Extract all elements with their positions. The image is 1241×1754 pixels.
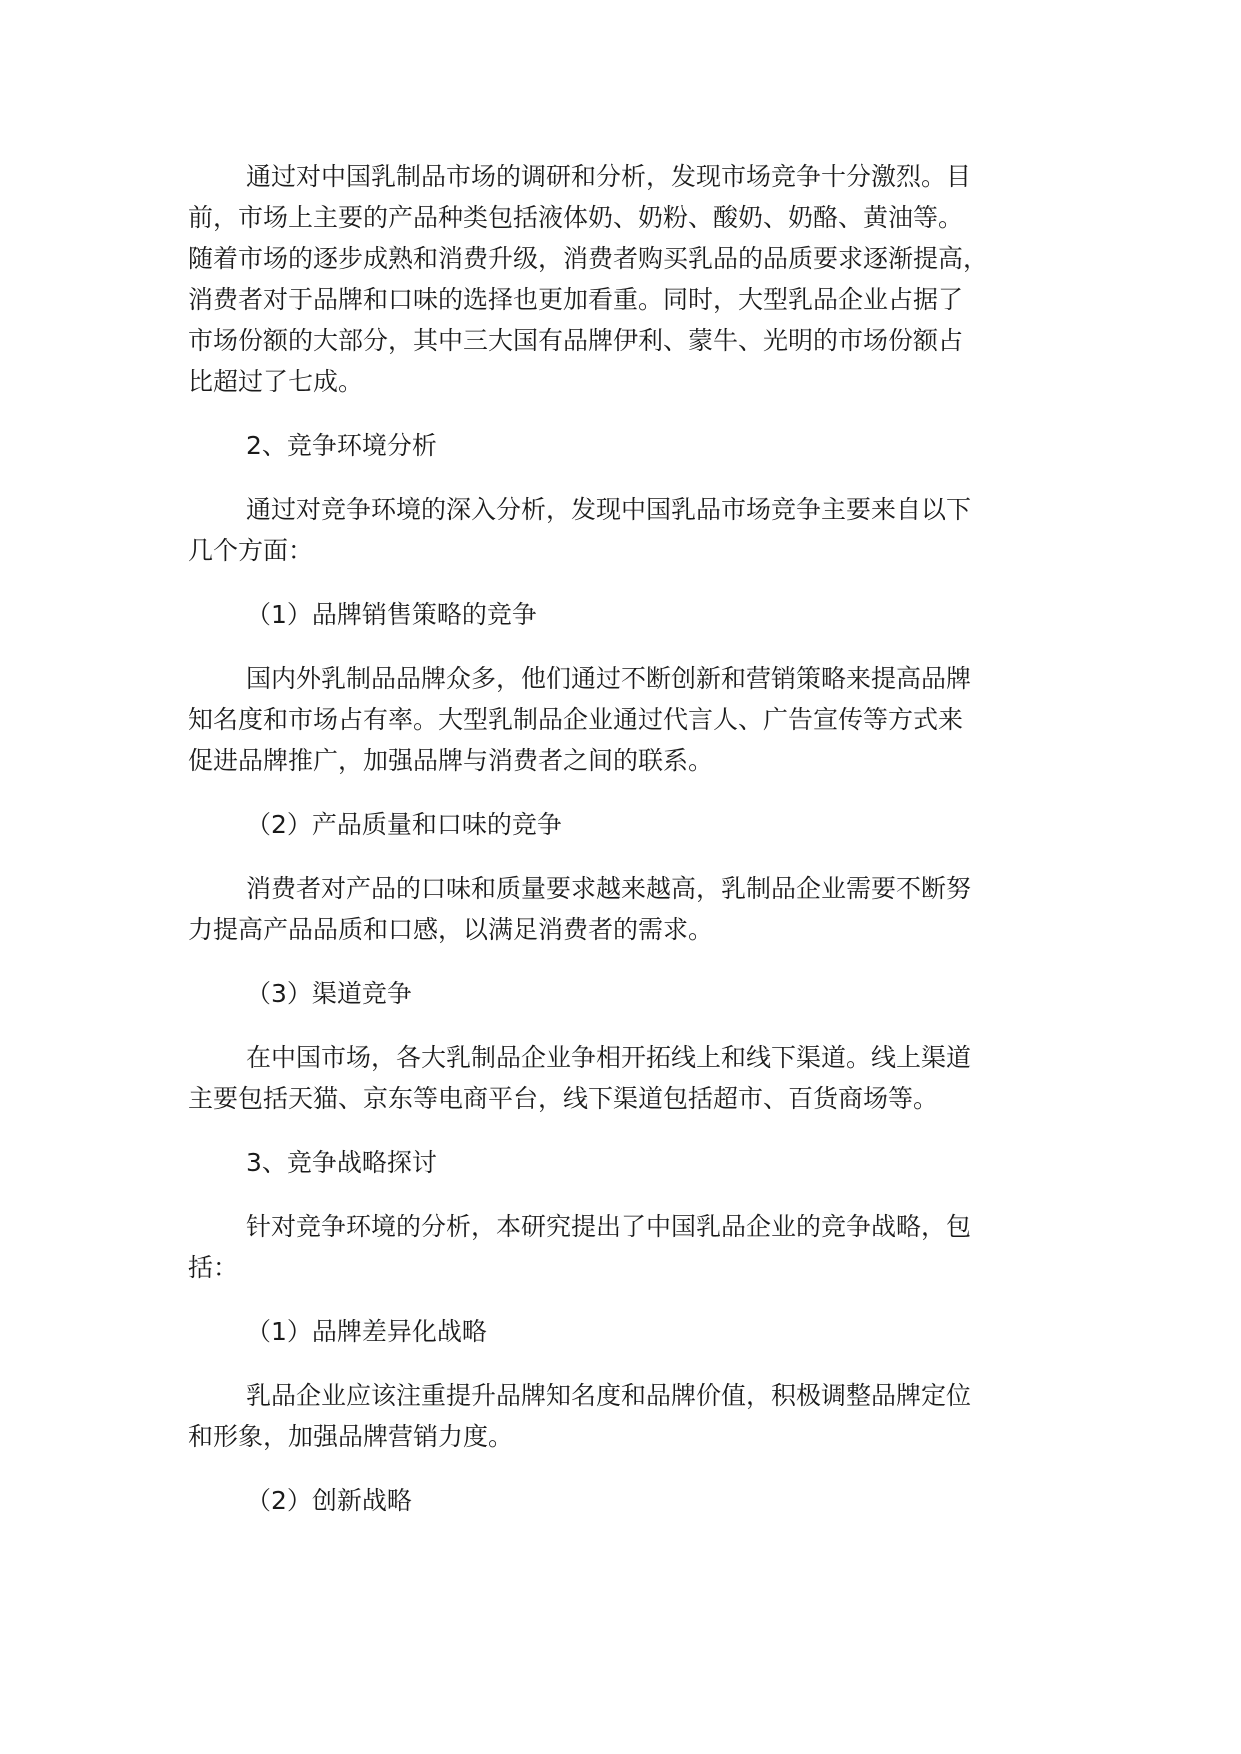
- subheading-innovation: （2）创新战略: [246, 1486, 412, 1515]
- text-line: 针对竞争环境的分析，本研究提出了中国乳品企业的竞争战略，包: [246, 1212, 972, 1241]
- subheading-quality-taste: （2）产品质量和口味的竞争: [246, 810, 562, 839]
- paragraph-brand-differentiation: [188, 1375, 1088, 1457]
- section-heading-competitive-environment: 2、竞争环境分析: [246, 431, 437, 460]
- paragraph-market-overview: [188, 156, 1088, 402]
- paragraph-brand-sales: [188, 658, 1088, 781]
- text-line: 市场份额的大部分，其中三大国有品牌伊利、蒙牛、光明的市场份额占: [188, 326, 964, 355]
- subheading-brand-differentiation: （1）品牌差异化战略: [246, 1317, 487, 1346]
- text-line: 知名度和市场占有率。大型乳制品企业通过代言人、广告宣传等方式来: [188, 705, 964, 734]
- text-line: 消费者对于品牌和口味的选择也更加看重。同时，大型乳品企业占据了: [188, 285, 964, 314]
- paragraph-quality-taste: [188, 868, 1088, 950]
- text-line: 消费者对产品的口味和质量要求越来越高，乳制品企业需要不断努: [246, 874, 972, 903]
- text-line: 促进品牌推广，加强品牌与消费者之间的联系。: [188, 746, 714, 775]
- paragraph-environment-intro: [188, 489, 1088, 571]
- subheading-brand-sales: （1）品牌销售策略的竞争: [246, 600, 537, 629]
- section-heading-competitive-strategy: 3、竞争战略探讨: [246, 1148, 437, 1177]
- text-line: 在中国市场，各大乳制品企业争相开拓线上和线下渠道。线上渠道: [246, 1043, 972, 1072]
- text-line: 和形象，加强品牌营销力度。: [188, 1422, 514, 1451]
- text-line: 主要包括天猫、京东等电商平台，线下渠道包括超市、百货商场等。: [188, 1084, 939, 1113]
- text-line: 随着市场的逐步成熟和消费升级，消费者购买乳品的品质要求逐渐提高，: [188, 244, 989, 273]
- document-body: [188, 156, 1088, 1544]
- text-line: 国内外乳制品品牌众多，他们通过不断创新和营销策略来提高品牌: [246, 664, 972, 693]
- subheading-channel: （3）渠道竞争: [246, 979, 412, 1008]
- paragraph-channel: [188, 1037, 1088, 1119]
- text-line: 前，市场上主要的产品种类包括液体奶、奶粉、酸奶、奶酪、黄油等。: [188, 203, 964, 232]
- text-line: 比超过了七成。: [188, 367, 364, 396]
- paragraph-strategy-intro: [188, 1206, 1088, 1288]
- text-line: 括：: [188, 1253, 239, 1282]
- text-line: 通过对中国乳制品市场的调研和分析，发现市场竞争十分激烈。目: [246, 162, 972, 191]
- text-line: 通过对竞争环境的深入分析，发现中国乳品市场竞争主要来自以下: [246, 495, 972, 524]
- text-line: 力提高产品品质和口感，以满足消费者的需求。: [188, 915, 714, 944]
- text-line: 几个方面：: [188, 536, 314, 565]
- text-line: 乳品企业应该注重提升品牌知名度和品牌价值，积极调整品牌定位: [246, 1381, 972, 1410]
